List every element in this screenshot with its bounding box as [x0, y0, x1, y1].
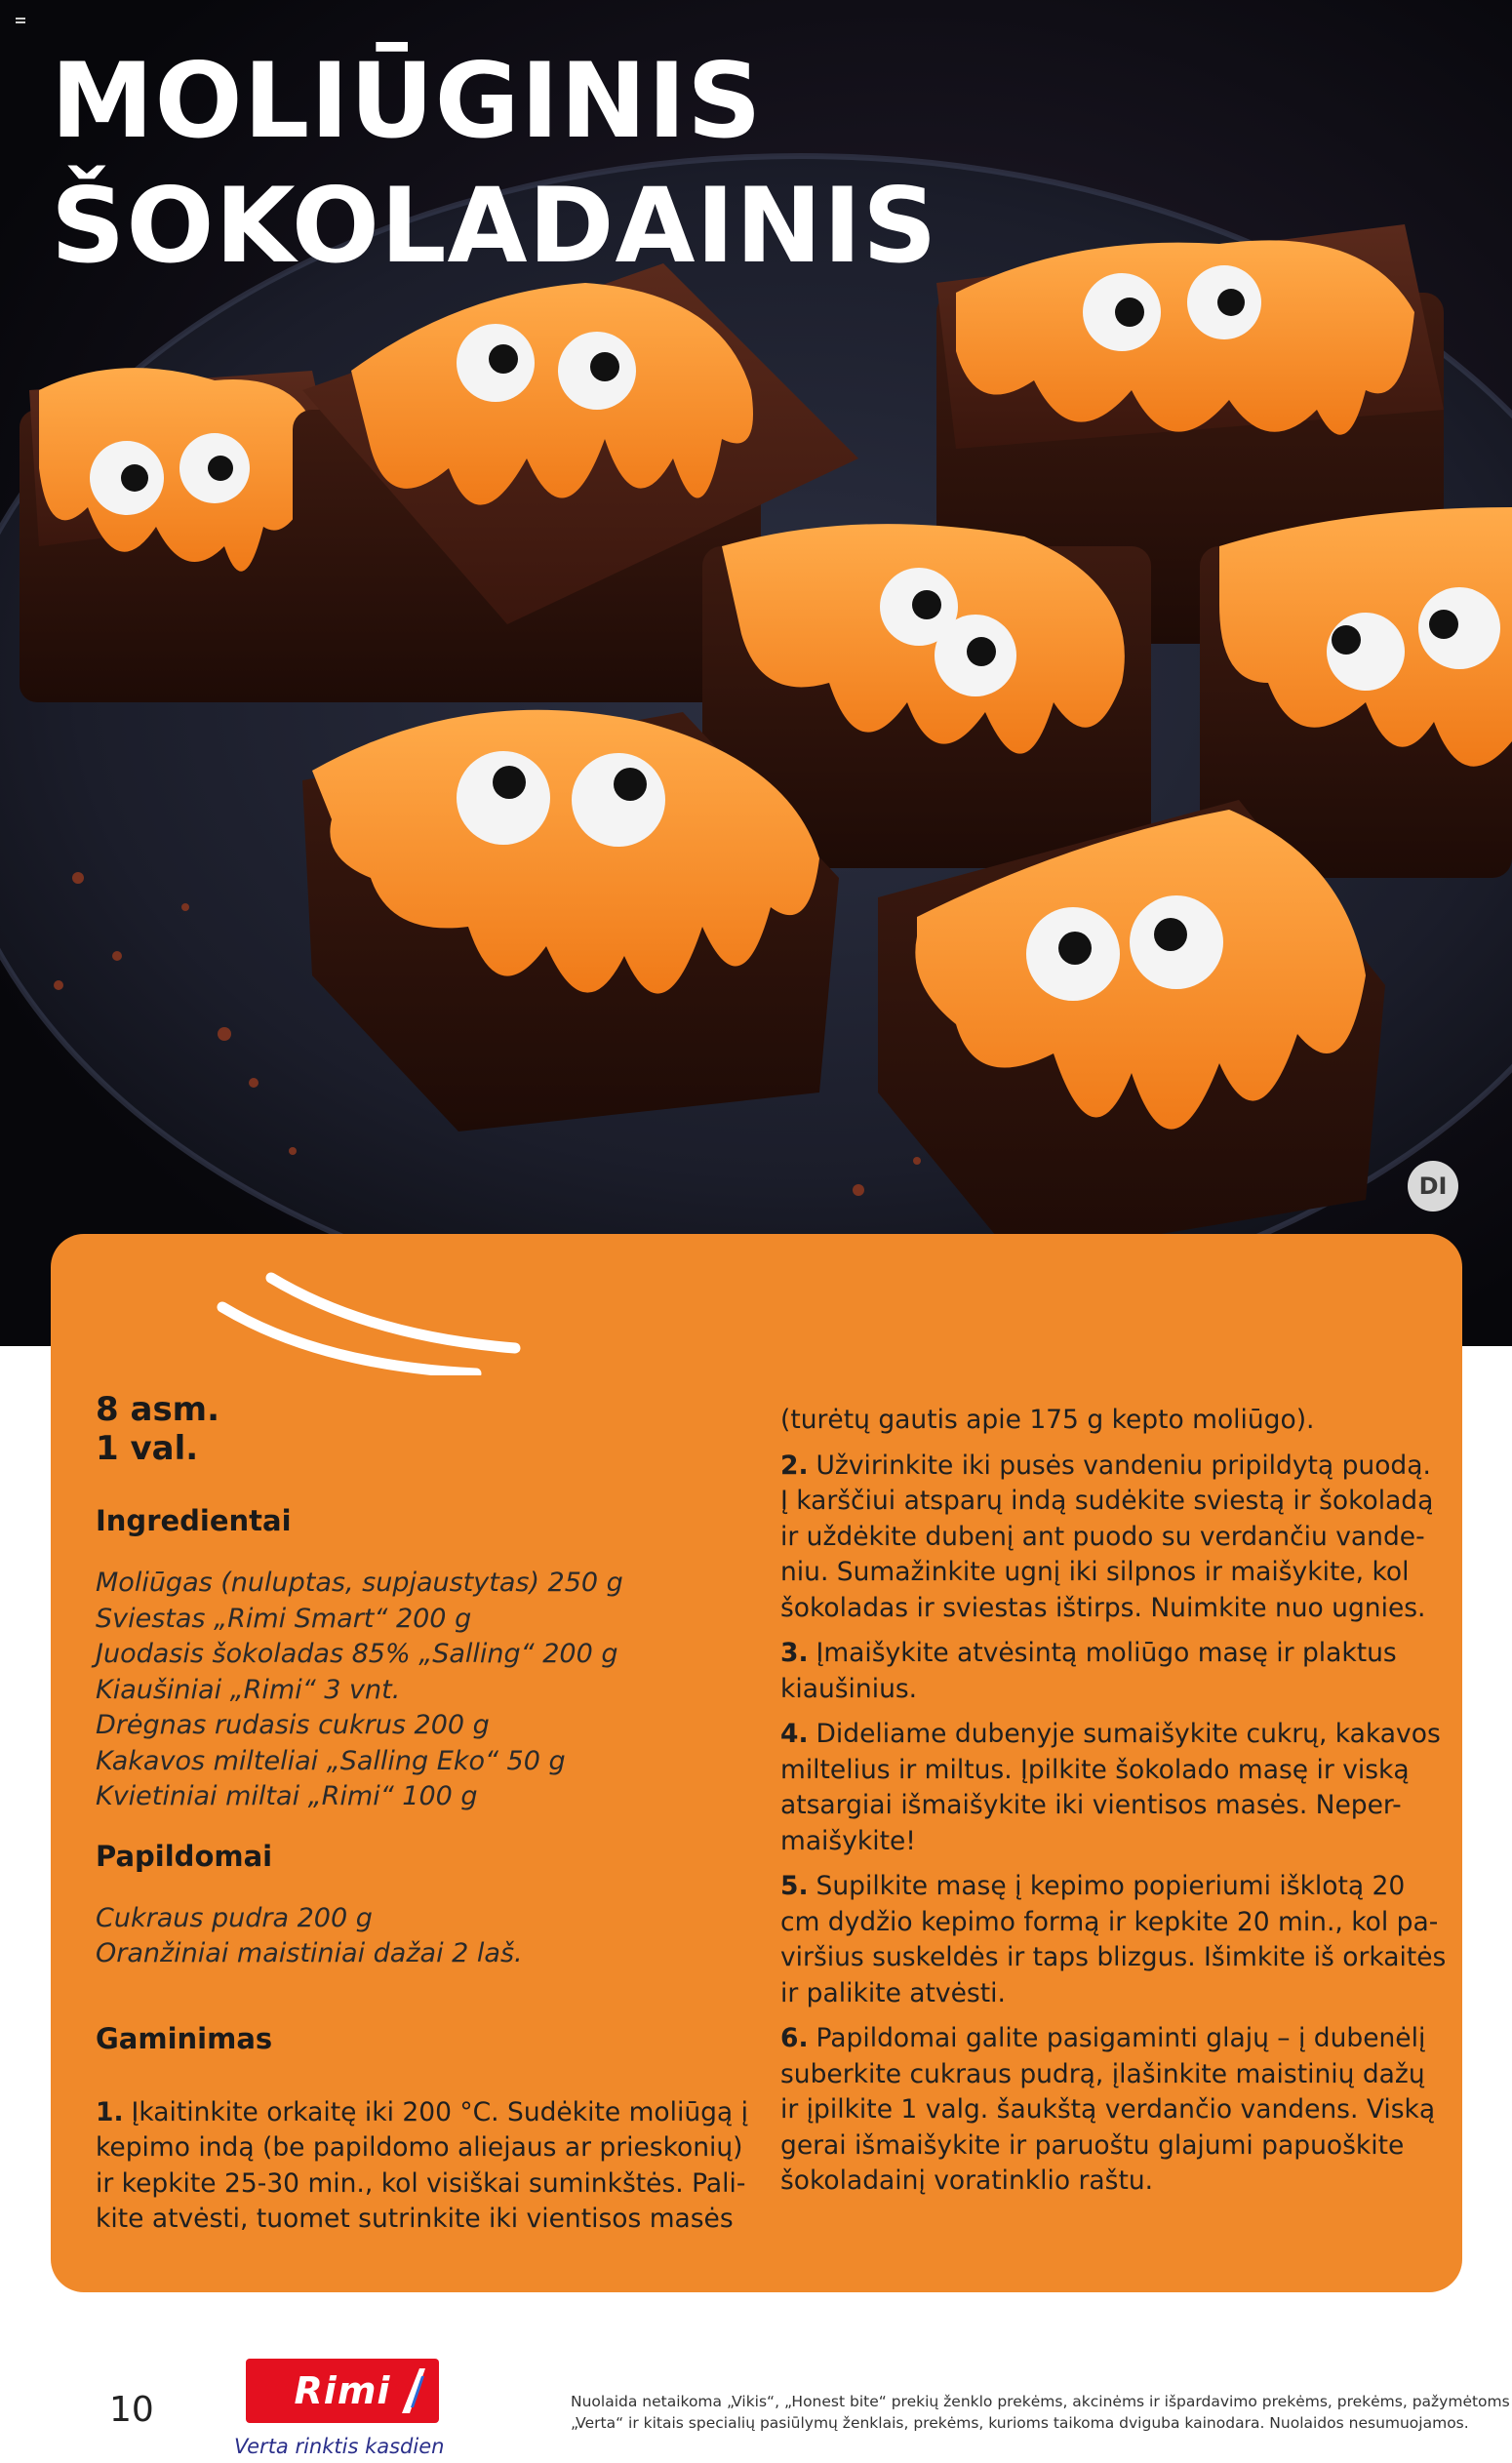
title-line-2: ŠOKOLADAINIS: [51, 166, 938, 286]
step-text: ir palikite atvėsti.: [780, 1977, 1006, 2008]
step-1: [96, 2095, 749, 2238]
ingredient-item: Drėgnas rudasis cukrus 200 g: [96, 1710, 490, 1740]
step-text: cm dydžio kepimo formą ir kepkite 20 min., kol pa-: [780, 1906, 1439, 1937]
servings: 8 asm.: [96, 1390, 220, 1429]
extra-item: Oranžiniai maistiniai dažai 2 laš.: [96, 1938, 523, 1968]
page-number: 10: [109, 2390, 154, 2430]
disclaimer: [571, 2391, 1510, 2434]
recipe-right-column: [780, 1403, 1447, 2209]
step-text: atsargiai išmaišykite iki vientisos masės. Neper-: [780, 1790, 1402, 1820]
disclaimer-line: Nuolaida netaikoma „Vikis“, „Honest bite“ prekių ženklo prekėms, akcinėms ir išpardavimo prekėms, prekėms, pažymėtoms: [571, 2393, 1510, 2410]
extras-heading: Papildomai: [96, 1839, 273, 1873]
step-3: [780, 1636, 1429, 1707]
step-5: [780, 1869, 1447, 2011]
step-4: [780, 1717, 1441, 1859]
step-2: [780, 1449, 1434, 1627]
step-text: kepimo indą (be papildomo aliejaus ar prieskonių): [96, 2132, 743, 2163]
step-text: ir įpilkite 1 valg. šaukštą verdančio vandens. Viską: [780, 2094, 1436, 2125]
step-number: 5.: [780, 1871, 809, 1901]
ingredients-list: [96, 1566, 749, 1815]
step-number: 1.: [96, 2096, 124, 2127]
step-number: 4.: [780, 1719, 809, 1749]
step-text: maišykite!: [780, 1825, 916, 1856]
step-number: 6.: [780, 2023, 809, 2053]
step-6: [780, 2021, 1436, 2200]
extras-list: [96, 1901, 749, 1972]
ingredient-item: Moliūgas (nuluptas, supjaustytas) 250 g: [96, 1568, 623, 1598]
step-number: 2.: [780, 1450, 809, 1481]
logo-text: Rimi: [294, 2369, 391, 2412]
page-title: [51, 39, 937, 289]
di-badge: DI: [1408, 1161, 1458, 1212]
step-text: miltelius ir miltus. Įpilkite šokolado masę ir viską: [780, 1754, 1410, 1785]
ingredient-item: Sviestas „Rimi Smart“ 200 g: [96, 1603, 472, 1634]
disclaimer-line: „Verta“ ir kitais specialių pasiūlymų ženklais, prekėms, kurioms taikoma dviguba kainodara. Nuolaidos nesumuojamos.: [571, 2414, 1469, 2432]
extra-item: Cukraus pudra 200 g: [96, 1902, 373, 1933]
step-text: Į karščiui atsparų indą sudėkite sviestą ir šokoladą: [780, 1486, 1434, 1516]
step-text: niu. Sumažinkite ugnį iki silpnos ir maišykite, kol: [780, 1557, 1410, 1587]
cooking-time: 1 val.: [96, 1429, 199, 1468]
step-text: Papildomai galite pasigaminti glajų – į dubenėlį: [816, 2023, 1426, 2053]
step-text: kite atvėsti, tuomet sutrinkite iki vientisos masės: [96, 2204, 734, 2234]
step-text: viršius suskeldės ir taps blizgus. Išimkite iš orkaitės: [780, 1942, 1447, 1972]
step-number: 3.: [780, 1638, 809, 1668]
step-text: gerai išmaišykite ir paruoštu glajumi papuoškite: [780, 2129, 1405, 2161]
step-text: ir kepkite 25-30 min., kol visiškai suminkštės. Pali-: [96, 2167, 746, 2199]
method-heading: Gaminimas: [96, 2021, 273, 2055]
swoosh-decoration: [213, 1268, 544, 1375]
step-text: Įmaišykite atvėsintą moliūgo masę ir plaktus: [816, 1638, 1397, 1668]
recipe-left-column: [96, 1390, 749, 2247]
slogan: Verta rinktis kasdien: [234, 2435, 445, 2458]
step-text: suberkite cukraus pudrą, įlašinkite maistinių dažų: [780, 2058, 1425, 2089]
step-text: (turėtų gautis apie 175 g kepto moliūgo).: [780, 1405, 1315, 1435]
step-text: Įkaitinkite orkaitę iki 200 °C. Sudėkite moliūgą į: [131, 2096, 748, 2127]
step-text: kiaušinius.: [780, 1673, 918, 1704]
ingredient-item: Kiaušiniai „Rimi“ 3 vnt.: [96, 1674, 401, 1705]
step-text: šokoladainį voratinklio raštu.: [780, 2165, 1154, 2196]
ingredient-item: Kvietiniai miltai „Rimi“ 100 g: [96, 1781, 478, 1811]
ingredients-heading: Ingredientai: [96, 1504, 292, 1537]
logo-slash-icon: [402, 2368, 425, 2413]
step-text: ir uždėkite dubenį ant puodo su verdančiu vande-: [780, 1521, 1425, 1552]
ingredient-item: Kakavos milteliai „Salling Eko“ 50 g: [96, 1745, 566, 1776]
corner-mark: [16, 18, 25, 23]
step-text: šokoladas ir sviestas ištirps. Nuimkite nuo ugnies.: [780, 1592, 1426, 1623]
step-text: Užvirinkite iki pusės vandeniu pripildytą puodą.: [816, 1450, 1431, 1481]
step-1-continued: [780, 1403, 1429, 1439]
step-text: Dideliame dubenyje sumaišykite cukrų, kakavos: [816, 1719, 1441, 1749]
step-text: Supilkite masę į kepimo popieriumi išklotą 20: [816, 1871, 1406, 1901]
title-line-1: MOLIŪGINIS: [51, 41, 763, 161]
ingredient-item: Juodasis šokoladas 85% „Salling“ 200 g: [96, 1639, 618, 1669]
rimi-logo: [246, 2359, 439, 2423]
